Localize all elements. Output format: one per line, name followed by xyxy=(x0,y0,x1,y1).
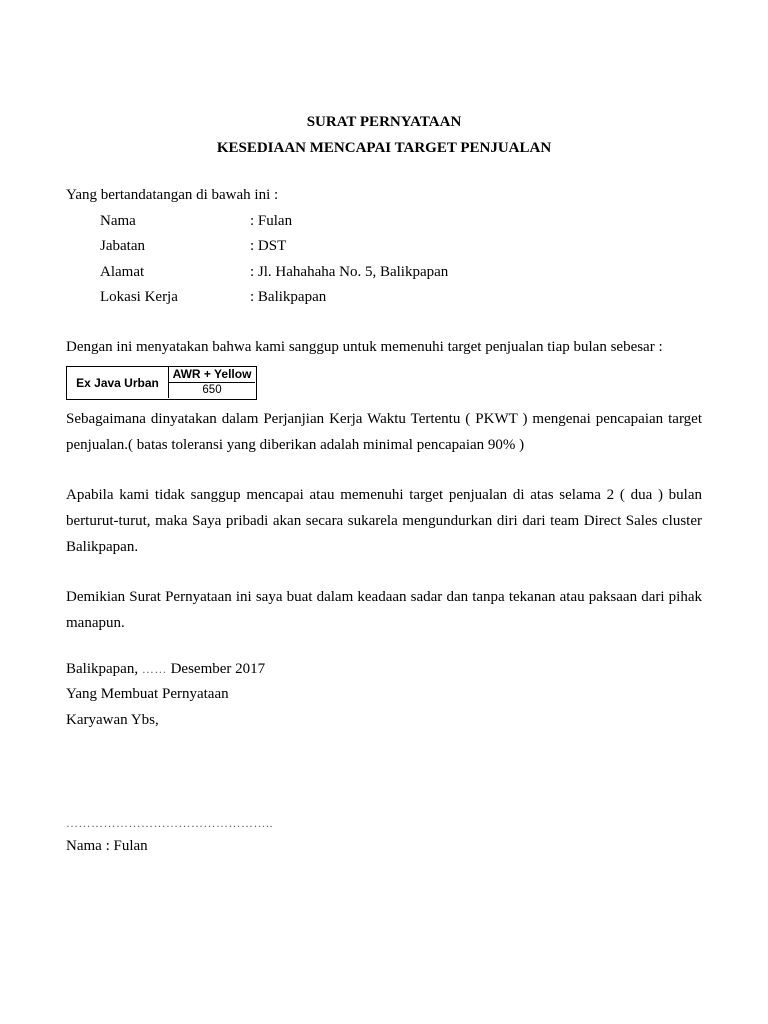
intro-text: Yang bertandatangan di bawah ini : xyxy=(66,187,279,203)
statement-text: Dengan ini menyatakan bahwa kami sanggup untuk memenuhi target penjualan tiap bulan sebesar : xyxy=(66,339,663,355)
signature-maker-label: Yang Membuat Pernyataan xyxy=(66,686,229,702)
signature-place-date xyxy=(66,661,265,678)
paragraph-pkwt: Sebagaimana dinyatakan dalam Perjanjian Kerja Waktu Tertentu ( PKWT ) mengenai pencapaian target penjualan.( batas toleransi yang diberikan adalah minimal pencapaian 90% ) xyxy=(66,411,702,453)
nama-value: : Fulan xyxy=(250,213,293,229)
target-value: 650 xyxy=(202,384,222,396)
paragraph-closing: Demikian Surat Pernyataan ini saya buat dalam keadaan sadar dan tanpa tekanan atau paksaan dari pihak manapun. xyxy=(66,589,702,631)
document-subtitle: KESEDIAAN MENCAPAI TARGET PENJUALAN xyxy=(216,140,552,156)
alamat-value: : Jl. Hahahaha No. 5, Balikpapan xyxy=(250,264,449,280)
jabatan-value: : DST xyxy=(250,238,287,254)
lokasi-kerja-value: : Balikpapan xyxy=(250,289,327,305)
target-column-header: AWR + Yellow xyxy=(169,367,255,383)
signature-place: Balikpapan, xyxy=(66,661,139,677)
signature-name: Nama : Fulan xyxy=(66,838,148,854)
nama-label: Nama xyxy=(100,213,136,229)
target-table xyxy=(66,366,257,400)
paragraph-consequence: Apabila kami tidak sanggup mencapai atau memenuhi target penjualan di atas selama 2 ( dua ) bulan berturut-turut, maka Saya pribadi akan secara sukarela mengundurkan diri dari team Direct Sales cluster Balikpapan. xyxy=(66,487,702,555)
signature-line: ………………………………………….. xyxy=(66,816,273,830)
signature-date-dots: …… xyxy=(141,662,167,676)
lokasi-kerja-label: Lokasi Kerja xyxy=(100,289,178,305)
document-title: SURAT PERNYATAAN xyxy=(306,114,462,130)
signature-role: Karyawan Ybs, xyxy=(66,712,159,728)
jabatan-label: Jabatan xyxy=(100,238,145,254)
alamat-label: Alamat xyxy=(100,264,145,280)
signature-date: Desember 2017 xyxy=(170,661,266,677)
target-row-label: Ex Java Urban xyxy=(67,367,169,398)
